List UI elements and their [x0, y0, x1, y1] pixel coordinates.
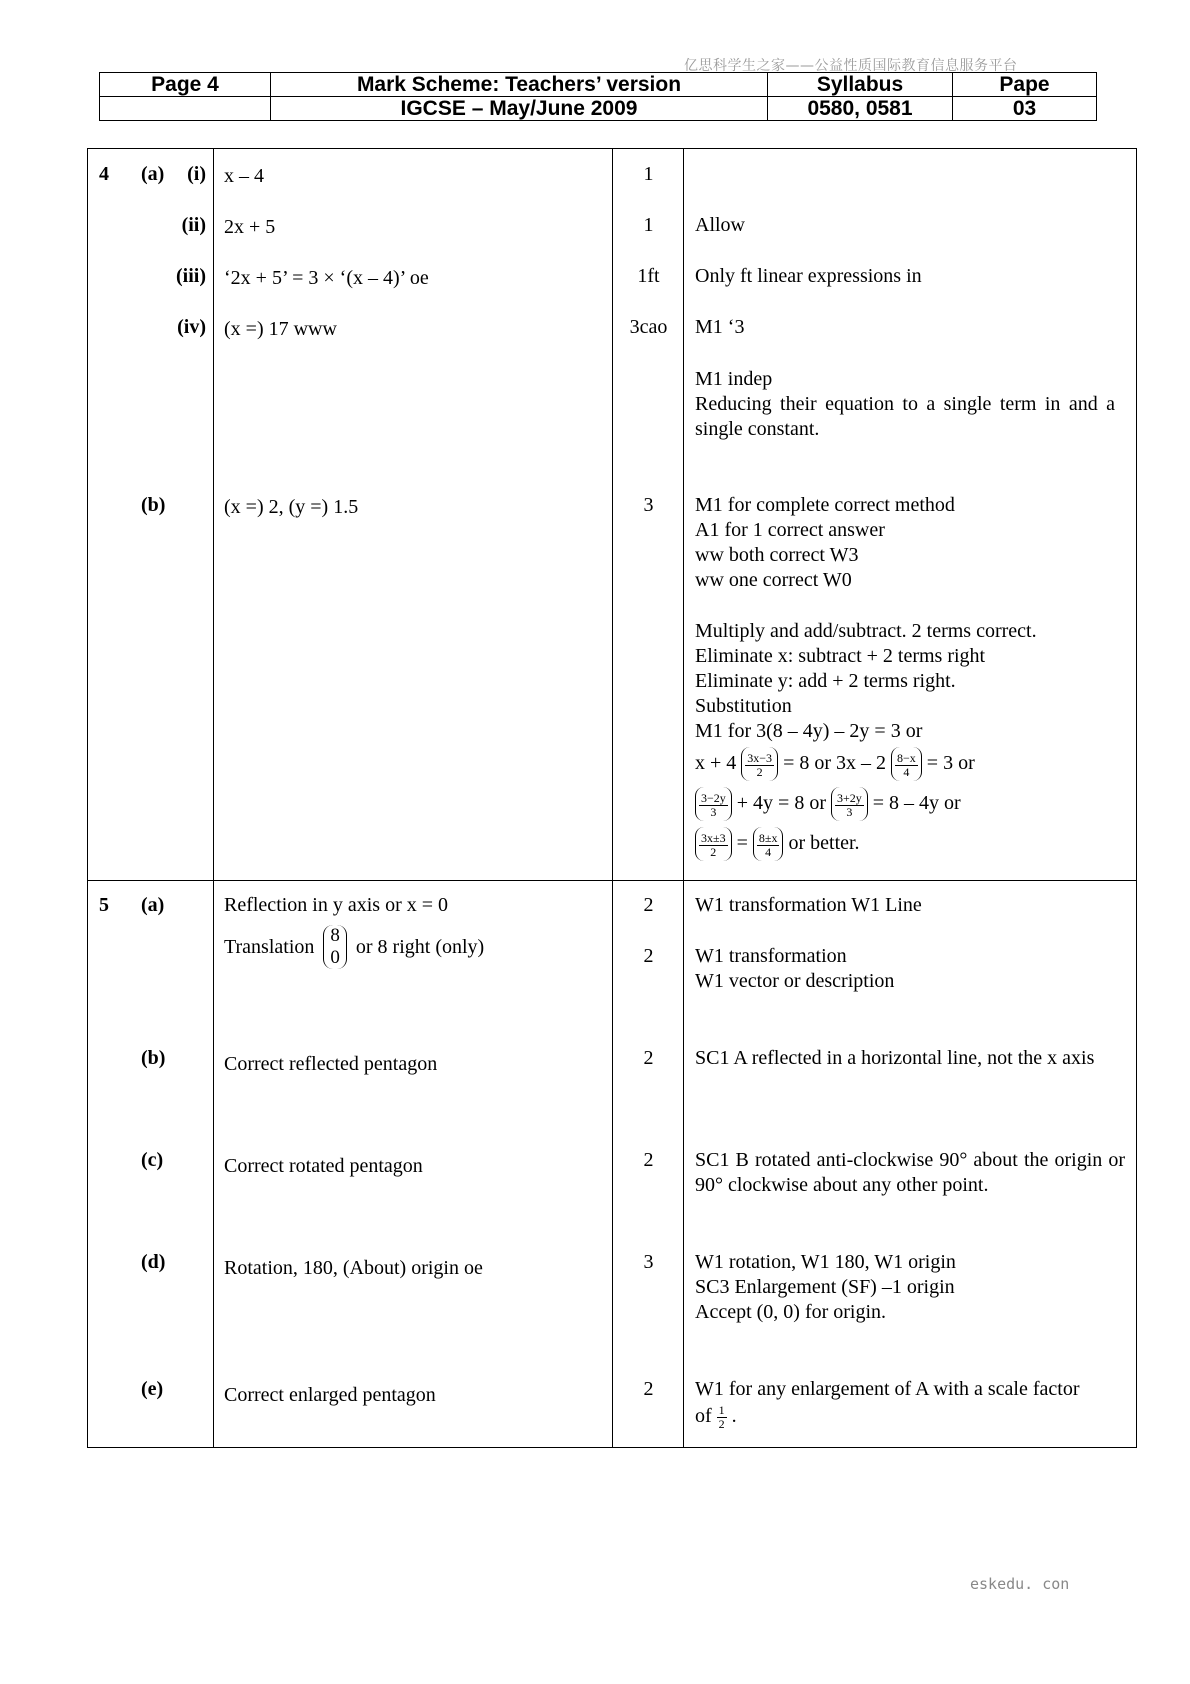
q4-b-notes-group-1 [695, 493, 955, 593]
q5-c-label: (c) [141, 1149, 164, 1171]
q4-ii-label: (ii) [181, 214, 206, 236]
q5-d-label: (d) [141, 1251, 166, 1273]
q5-d-note: SC3 Enlargement (SF) –1 origin [695, 1276, 955, 1298]
q5-c-note: SC1 B rotated anti-clockwise 90° about the origin or 90° clockwise about any other point. [695, 1149, 1125, 1196]
q5-e-note-2: of $\frac{1}{2}$ . [695, 1402, 737, 1431]
q4-number: 4 [99, 163, 109, 185]
q5-number: 5 [99, 894, 109, 916]
q5-c-mark: 2 [643, 1149, 654, 1171]
q4-a-label: (a) [141, 163, 165, 185]
q5-d-mark: 3 [643, 1251, 654, 1273]
q4-b-note: A1 for 1 correct answer [695, 519, 885, 541]
header-syllabus-label: Syllabus [768, 73, 953, 97]
q5-e-mark: 2 [643, 1378, 654, 1400]
q4-iv-label: (iv) [177, 316, 206, 338]
q5-b-answer: Correct reflected pentagon [224, 1053, 438, 1075]
q5-a-mark-2: 2 [643, 945, 654, 967]
q4-b-substitution-line-3: $\frac{3x\pm 3}{2}$ = $\frac{8\pm x}{4}$ or better. [695, 827, 860, 861]
q5-a-answer-reflection: Reflection in y axis or x = 0 [224, 894, 449, 916]
q5-a-label: (a) [141, 894, 165, 916]
header-table [99, 72, 1097, 121]
q5-b-mark: 2 [643, 1047, 654, 1069]
q4-b-answer: (x =) 2, (y =) 1.5 [224, 496, 359, 518]
q4-iv-note: M1 ‘3 [695, 316, 745, 338]
q5-b-label: (b) [141, 1047, 166, 1069]
q4-b-note: ww one correct W0 [695, 569, 852, 591]
question-5-row [88, 881, 1137, 1448]
q4-b-note: Eliminate y: add + 2 terms right. [695, 670, 956, 692]
q4-b-note: M1 for 3(8 – 4y) – 2y = 3 or [695, 720, 923, 742]
header-exam: IGCSE – May/June 2009 [271, 97, 768, 121]
q4-b-note: M1 for complete correct method [695, 494, 955, 516]
q4-iv-note-indep: M1 indep [695, 368, 773, 390]
q4-b-note: Substitution [695, 695, 792, 717]
q5-a-mark-1: 2 [643, 894, 654, 916]
header-blank [100, 97, 271, 121]
q5-e-note-1: W1 for any enlargement of A with a scale factor [695, 1378, 1080, 1400]
header-title: Mark Scheme: Teachers’ version [271, 73, 768, 97]
q4-b-label: (b) [141, 494, 166, 516]
q4-iv-mark: 3cao [629, 316, 668, 338]
q4-b-substitution-line-2: $\frac{3-2y}{3}$ + 4y = 8 or $\frac{3+2y}{3}$ = 8 – 4y or [695, 787, 961, 821]
q4-b-note: Multiply and add/subtract. 2 terms correct. [695, 620, 1037, 642]
header-page: Page 4 [100, 73, 271, 97]
header-paper-label: Pape [953, 73, 1097, 97]
q4-b-notes-group-2 [695, 619, 1037, 744]
q4-b-mark: 3 [643, 494, 654, 516]
q5-d-note: W1 rotation, W1 180, W1 origin [695, 1251, 956, 1273]
question-4-row [88, 149, 1137, 881]
q4-iii-mark: 1ft [637, 265, 660, 287]
q5-d-answer: Rotation, 180, (About) origin oe [224, 1257, 483, 1279]
q4-iii-note: Only ft linear expressions in [695, 265, 922, 287]
q4-iv-answer: (x =) 17 www [224, 318, 337, 340]
q5-c-answer: Correct rotated pentagon [224, 1155, 423, 1177]
q5-a-answer-translation: Translation 8 0 or 8 right (only) [224, 925, 485, 968]
q4-b-substitution-line-1: x + 4 $\frac{3x-3}{2}$ = 8 or 3x – 2 $\frac{8-x}{4}$ = 3 or [695, 747, 975, 781]
q5-b-note: SC1 A reflected in a horizontal line, not the x axis [695, 1047, 1095, 1069]
q4-ii-note: Allow [695, 214, 745, 236]
q4-i-label: (i) [187, 163, 206, 185]
q4-b-note: Eliminate x: subtract + 2 terms right [695, 645, 986, 667]
mark-scheme-table [87, 148, 1137, 1448]
q5-a-note-2: W1 transformation [695, 945, 847, 967]
q5-d-notes [695, 1250, 956, 1325]
q4-i-answer: x – 4 [224, 165, 264, 187]
q4-iii-answer: ‘2x + 5’ = 3 × ‘(x – 4)’ oe [224, 267, 429, 289]
header-syllabus-codes: 0580, 0581 [768, 97, 953, 121]
q4-ii-mark: 1 [643, 214, 654, 236]
q5-a-note-1: W1 transformation W1 Line [695, 894, 922, 916]
q4-iv-note-reduce: Reducing their equation to a single term in and a single constant. [695, 393, 1115, 440]
header-paper-number: 03 [953, 97, 1097, 121]
half-fraction: $\frac{1}{2}$ [718, 1402, 725, 1431]
q4-iii-label: (iii) [176, 265, 206, 287]
translation-vector: 8 0 [323, 925, 347, 969]
q4-b-note: ww both correct W3 [695, 544, 859, 566]
q5-e-label: (e) [141, 1378, 164, 1400]
watermark-text: 亿思科学生之家——公益性质国际教育信息服务平台 [684, 58, 1018, 74]
q5-a-note-3: W1 vector or description [695, 970, 895, 992]
footer-text: eskedu. con [970, 1575, 1070, 1593]
q4-ii-answer: 2x + 5 [224, 216, 276, 238]
q5-e-answer: Correct enlarged pentagon [224, 1384, 436, 1406]
q4-i-mark: 1 [643, 163, 654, 185]
q5-d-note: Accept (0, 0) for origin. [695, 1301, 887, 1323]
